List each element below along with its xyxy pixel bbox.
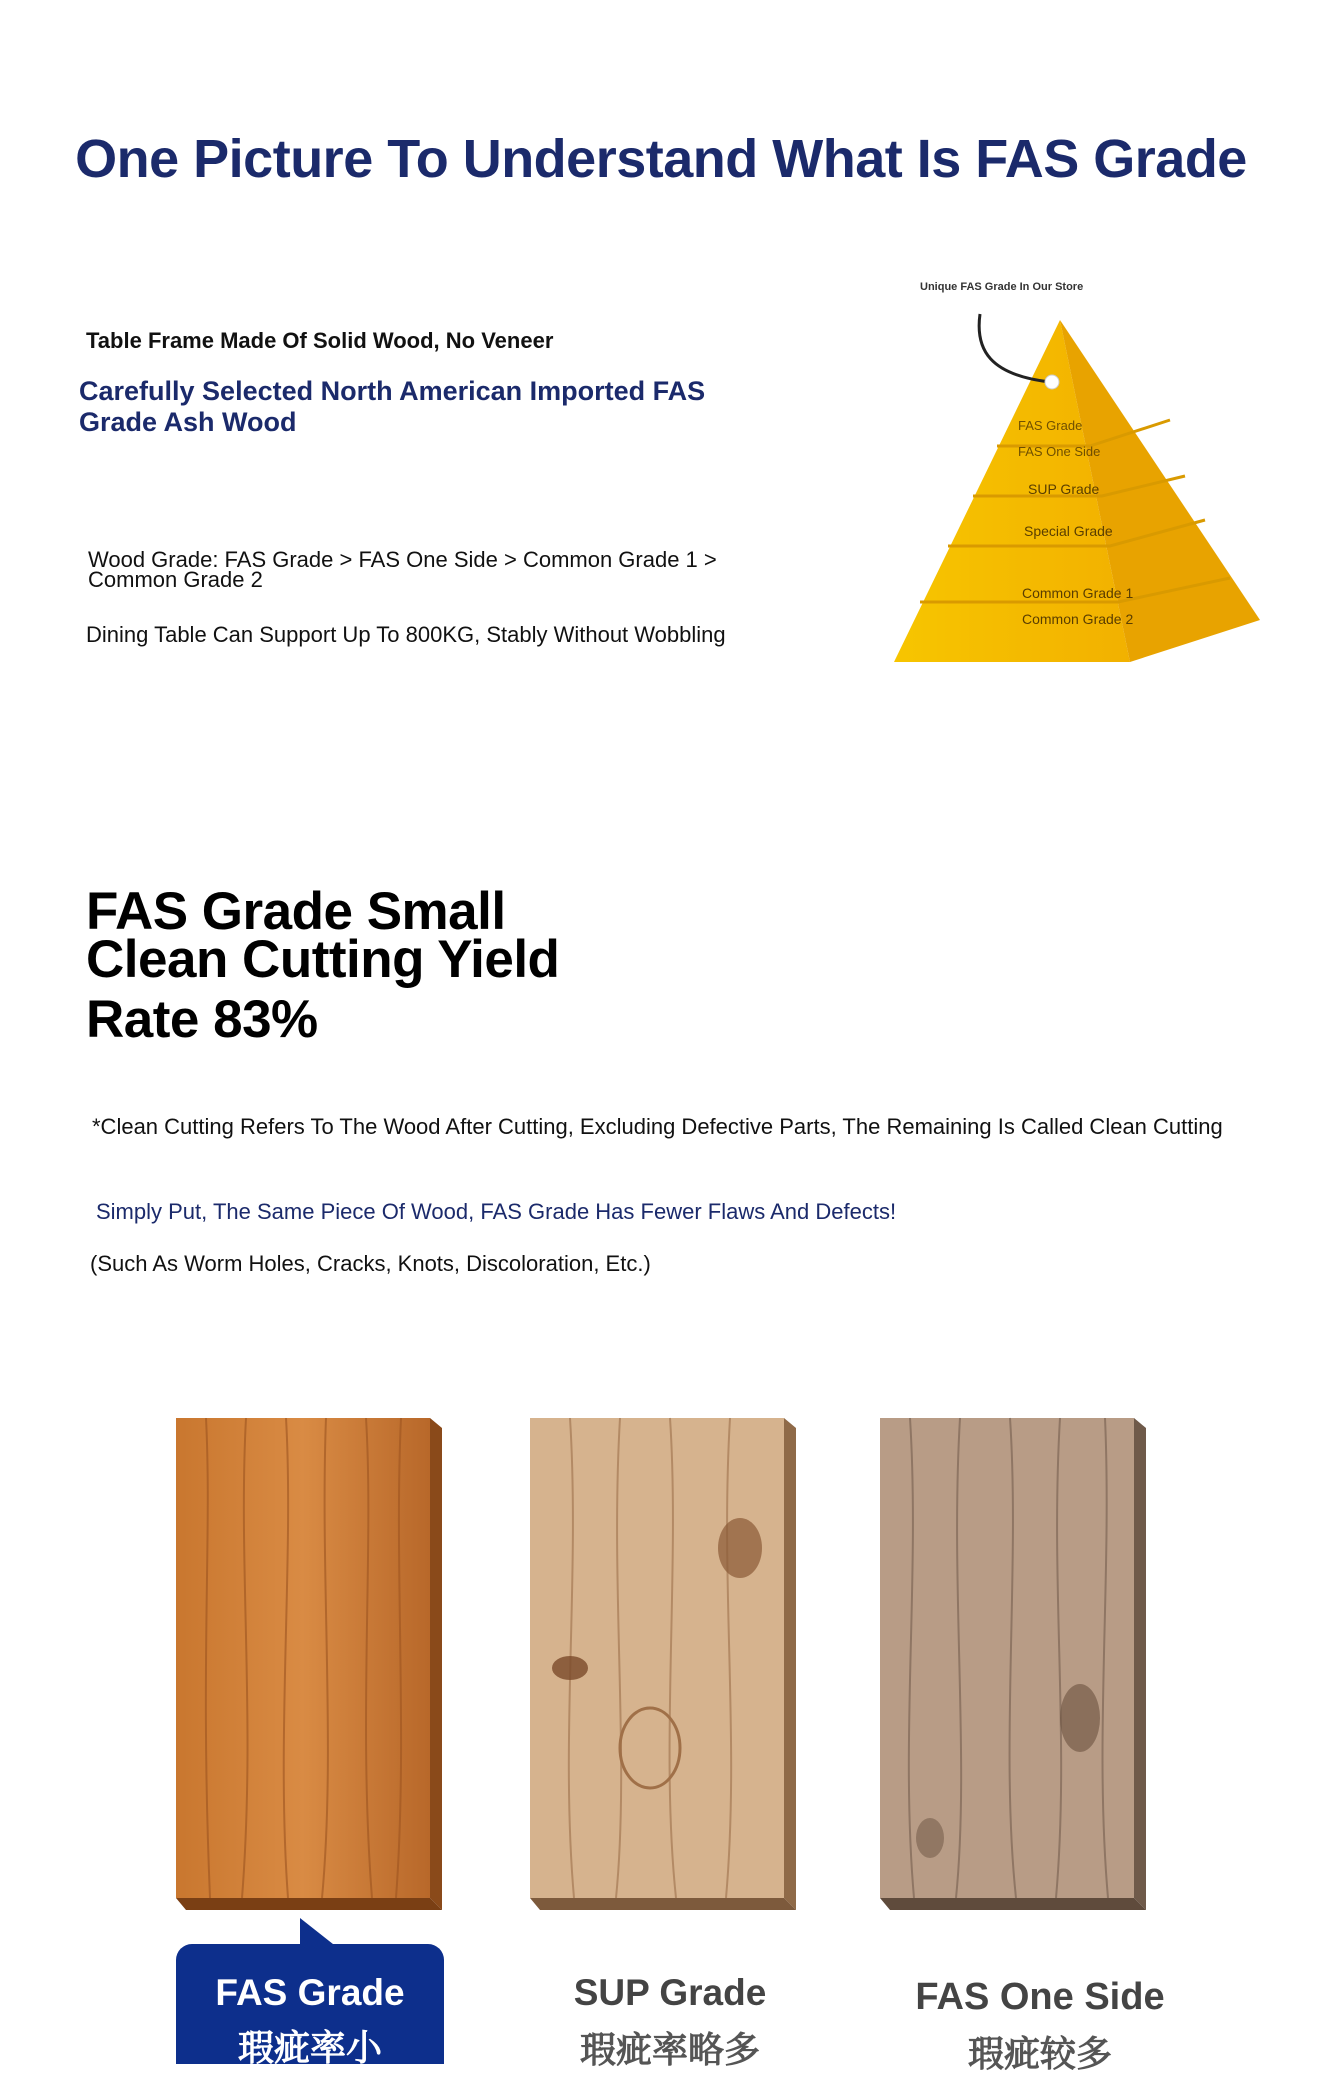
- fas-grade-label: FAS Grade: [215, 1972, 405, 2013]
- pyramid-level-1: FAS Grade: [1018, 418, 1083, 433]
- tag-label-line: [920, 281, 1083, 293]
- pyramid-level-2: FAS One Side: [1018, 444, 1101, 459]
- pyramid-level-5: Common Grade 1: [1022, 585, 1134, 601]
- yield-heading: [86, 882, 686, 1049]
- pyramid-level-6: Common Grade 2: [1022, 611, 1134, 627]
- wood-sample-fas: [176, 1418, 442, 1910]
- yield-heading-line1: FAS Grade Small: [86, 882, 506, 941]
- pyramid-level-3: SUP Grade: [1028, 481, 1100, 497]
- ash-wood-text: Carefully Selected North American Imported FAS Grade Ash Wood: [79, 376, 706, 437]
- wood-grade-text: Wood Grade: FAS Grade > FAS One Side > Common Grade 1 > Common Grade 2: [88, 547, 717, 592]
- page-title: One Picture To Understand What Is FAS Grade: [75, 129, 1247, 189]
- sup-grade-sub: 瑕疵率略多: [579, 2029, 760, 2070]
- fas-one-side-label: FAS One Side: [915, 1976, 1165, 2018]
- grade-pyramid: [880, 270, 1280, 670]
- wood-sample-sup: [530, 1418, 796, 1910]
- solid-wood-text: Table Frame Made Of Solid Wood, No Veneer: [86, 328, 554, 353]
- sup-grade-label: SUP Grade: [573, 1972, 767, 2013]
- simply-put-text: Simply Put, The Same Piece Of Wood, FAS Grade Has Fewer Flaws And Defects!: [96, 1199, 897, 1224]
- yield-heading-line3: Rate 83%: [86, 990, 318, 1049]
- support-text: Dining Table Can Support Up To 800KG, Stably Without Wobbling: [86, 622, 726, 647]
- fas-grade-sub: 瑕疵率小: [237, 2027, 382, 2068]
- wood-sample-fas-one-side: [880, 1418, 1146, 1910]
- tag-text: Unique FAS Grade In Our Store: [920, 281, 1084, 293]
- defects-examples: (Such As Worm Holes, Cracks, Knots, Discoloration, Etc.): [90, 1251, 651, 1276]
- pyramid-level-4: Special Grade: [1024, 523, 1113, 539]
- yield-heading-line2: Clean Cutting Yield: [86, 930, 560, 989]
- fas-one-side-sub: 瑕疵较多: [967, 2033, 1112, 2074]
- clean-cutting-note: *Clean Cutting Refers To The Wood After Cutting, Excluding Defective Parts, The Remaining Is Called Clean Cutting: [92, 1114, 1223, 1139]
